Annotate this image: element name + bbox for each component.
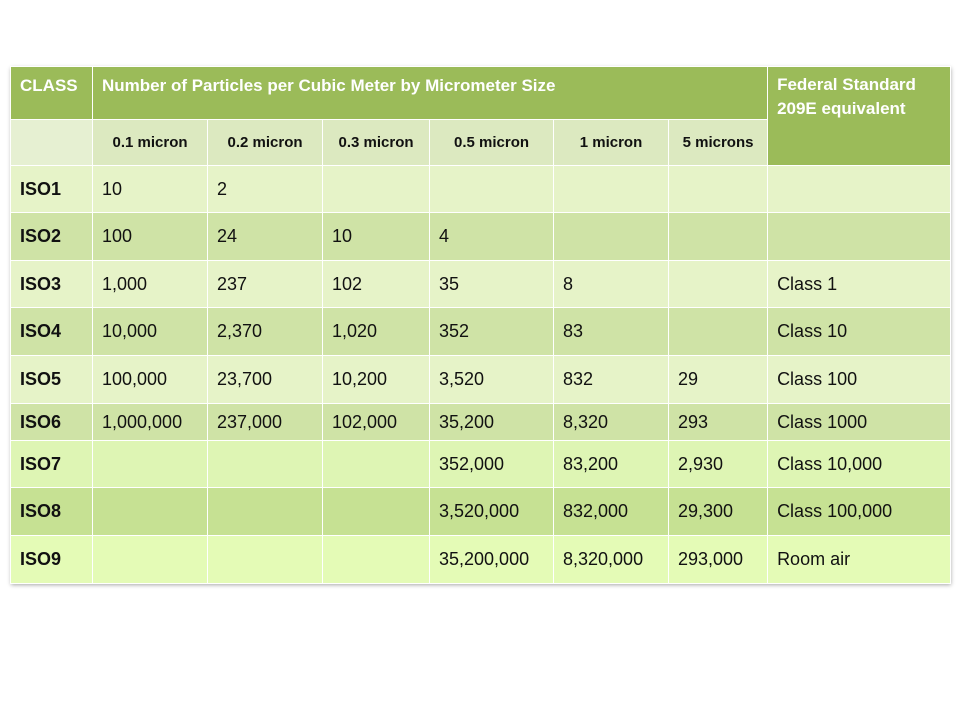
value-cell xyxy=(323,441,430,488)
value-cell: 23,700 xyxy=(208,356,323,404)
value-cell: 10,200 xyxy=(323,356,430,404)
value-cell: 352 xyxy=(430,308,554,356)
value-cell xyxy=(208,536,323,584)
size-header-1: 0.2 micron xyxy=(208,120,323,166)
value-cell: 3,520,000 xyxy=(430,488,554,536)
table-row xyxy=(11,308,951,356)
value-cell xyxy=(669,308,768,356)
federal-cell: Class 100 xyxy=(768,356,951,404)
value-cell: 1,000 xyxy=(93,261,208,308)
federal-cell: Class 1 xyxy=(768,261,951,308)
value-cell: 293 xyxy=(669,404,768,441)
value-cell xyxy=(554,166,669,213)
value-cell: 2,370 xyxy=(208,308,323,356)
size-header-3: 0.5 micron xyxy=(430,120,554,166)
table-row xyxy=(11,166,951,213)
class-header: CLASS xyxy=(11,67,93,120)
table-row xyxy=(11,261,951,308)
class-cell: ISO2 xyxy=(11,213,93,261)
size-header-0: 0.1 micron xyxy=(93,120,208,166)
class-cell: ISO8 xyxy=(11,488,93,536)
federal-cell xyxy=(768,213,951,261)
value-cell: 24 xyxy=(208,213,323,261)
federal-cell: Class 1000 xyxy=(768,404,951,441)
federal-cell xyxy=(768,166,951,213)
value-cell: 29 xyxy=(669,356,768,404)
value-cell: 2,930 xyxy=(669,441,768,488)
class-cell: ISO6 xyxy=(11,404,93,441)
federal-cell: Room air xyxy=(768,536,951,584)
table-row xyxy=(11,441,951,488)
value-cell: 1,020 xyxy=(323,308,430,356)
value-cell: 3,520 xyxy=(430,356,554,404)
value-cell xyxy=(669,213,768,261)
table-row xyxy=(11,356,951,404)
value-cell: 237 xyxy=(208,261,323,308)
value-cell: 352,000 xyxy=(430,441,554,488)
value-cell xyxy=(430,166,554,213)
class-cell: ISO5 xyxy=(11,356,93,404)
size-header-2: 0.3 micron xyxy=(323,120,430,166)
value-cell: 35,200 xyxy=(430,404,554,441)
value-cell xyxy=(323,488,430,536)
value-cell: 8 xyxy=(554,261,669,308)
value-cell xyxy=(93,536,208,584)
value-cell: 100 xyxy=(93,213,208,261)
value-cell: 100,000 xyxy=(93,356,208,404)
table-row xyxy=(11,488,951,536)
cleanroom-classification-table xyxy=(10,66,950,583)
value-cell: 832,000 xyxy=(554,488,669,536)
value-cell: 237,000 xyxy=(208,404,323,441)
particles-header: Number of Particles per Cubic Meter by Micrometer Size xyxy=(93,67,768,120)
value-cell xyxy=(669,166,768,213)
size-header-blank xyxy=(11,120,93,166)
value-cell: 10,000 xyxy=(93,308,208,356)
value-cell: 10 xyxy=(323,213,430,261)
table-row xyxy=(11,536,951,584)
value-cell: 102,000 xyxy=(323,404,430,441)
value-cell: 35 xyxy=(430,261,554,308)
table-row xyxy=(11,404,951,441)
class-cell: ISO3 xyxy=(11,261,93,308)
class-cell: ISO4 xyxy=(11,308,93,356)
value-cell: 10 xyxy=(93,166,208,213)
value-cell: 35,200,000 xyxy=(430,536,554,584)
value-cell: 83,200 xyxy=(554,441,669,488)
iso-class-table xyxy=(10,66,951,584)
value-cell: 4 xyxy=(430,213,554,261)
class-cell: ISO7 xyxy=(11,441,93,488)
class-cell: ISO1 xyxy=(11,166,93,213)
size-header-5: 5 microns xyxy=(669,120,768,166)
value-cell: 832 xyxy=(554,356,669,404)
value-cell xyxy=(208,441,323,488)
value-cell xyxy=(93,488,208,536)
value-cell xyxy=(208,488,323,536)
federal-cell: Class 10,000 xyxy=(768,441,951,488)
value-cell: 83 xyxy=(554,308,669,356)
header-row xyxy=(11,67,951,120)
value-cell: 293,000 xyxy=(669,536,768,584)
value-cell: 1,000,000 xyxy=(93,404,208,441)
federal-standard-header: Federal Standard 209E equivalent xyxy=(768,67,951,166)
value-cell xyxy=(93,441,208,488)
value-cell xyxy=(323,166,430,213)
value-cell xyxy=(669,261,768,308)
federal-cell: Class 100,000 xyxy=(768,488,951,536)
table-row xyxy=(11,213,951,261)
value-cell: 29,300 xyxy=(669,488,768,536)
value-cell: 2 xyxy=(208,166,323,213)
value-cell xyxy=(323,536,430,584)
size-header-4: 1 micron xyxy=(554,120,669,166)
value-cell xyxy=(554,213,669,261)
class-cell: ISO9 xyxy=(11,536,93,584)
value-cell: 102 xyxy=(323,261,430,308)
federal-cell: Class 10 xyxy=(768,308,951,356)
value-cell: 8,320 xyxy=(554,404,669,441)
value-cell: 8,320,000 xyxy=(554,536,669,584)
